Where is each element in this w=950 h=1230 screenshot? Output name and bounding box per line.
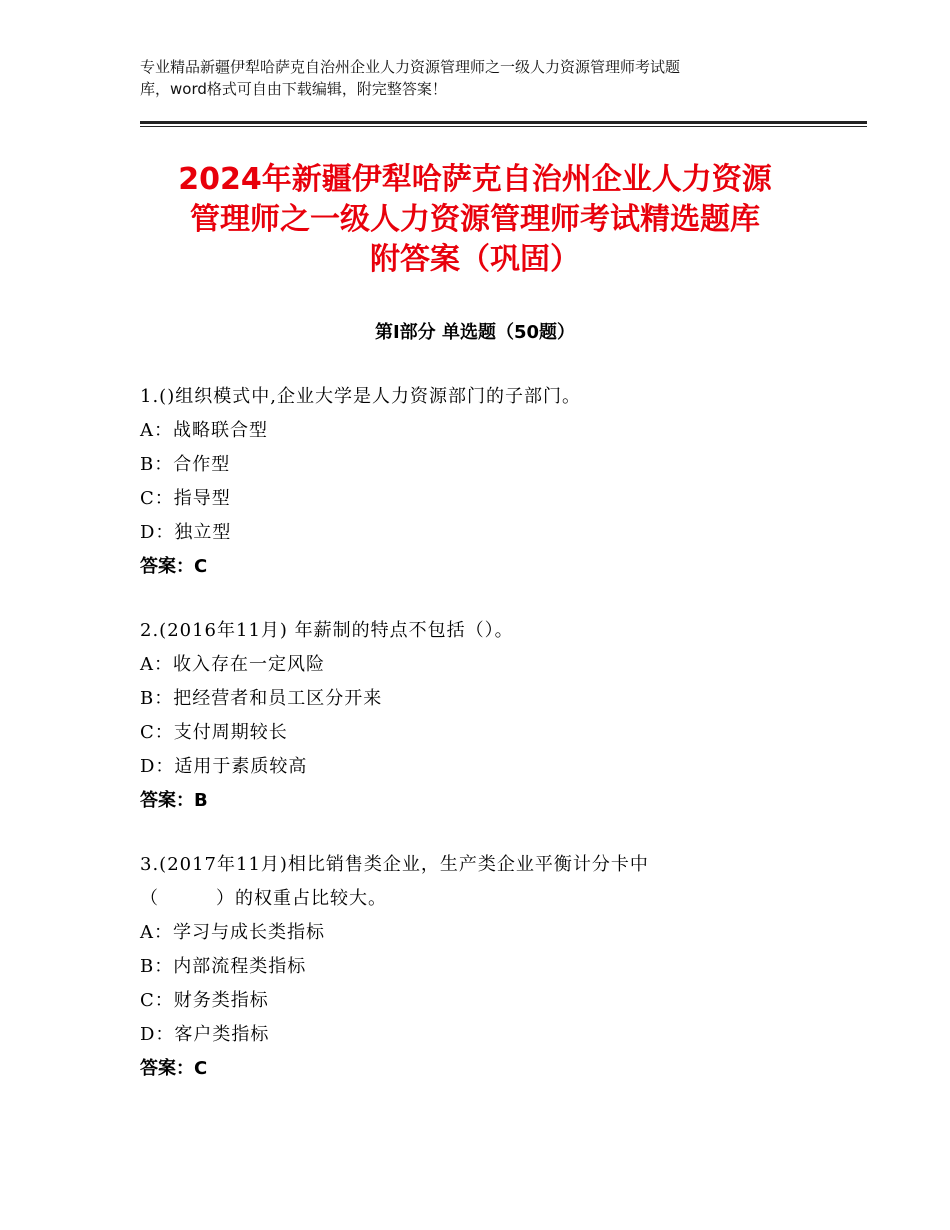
header-note	[140, 56, 830, 100]
question-2	[140, 614, 840, 818]
header-divider-thin	[140, 126, 867, 127]
question-1	[140, 380, 840, 584]
option-a: A：学习与成长类指标	[140, 922, 325, 943]
question-stem: 3.(2017年11月)相比销售类企业，生产类企业平衡计分卡中	[140, 854, 649, 875]
option-d: D：适用于素质较高	[140, 756, 308, 777]
header-note-line-2: 库，word格式可自由下载编辑，附完整答案！	[140, 80, 447, 98]
option-b: B：把经营者和员工区分开来	[140, 688, 383, 709]
question-list	[140, 380, 840, 1116]
option-c: C：指导型	[140, 488, 231, 509]
document-title	[100, 160, 850, 280]
question-3	[140, 848, 840, 1086]
option-a: A：战略联合型	[140, 420, 268, 441]
answer: 答案：B	[140, 790, 208, 811]
header-divider-thick	[140, 121, 867, 124]
question-stem-continued: （ ）的权重占比较大。	[140, 888, 387, 909]
header-note-line-1: 专业精品新疆伊犁哈萨克自治州企业人力资源管理师之一级人力资源管理师考试题	[140, 58, 681, 76]
title-line-3: 附答案（巩固）	[370, 242, 580, 277]
answer: 答案：C	[140, 556, 208, 577]
option-d: D：独立型	[140, 522, 232, 543]
option-d: D：客户类指标	[140, 1024, 270, 1045]
section-title: 第Ⅰ部分 单选题（50题）	[374, 322, 575, 343]
option-c: C：支付周期较长	[140, 722, 288, 743]
title-line-1: 2024年新疆伊犁哈萨克自治州企业人力资源	[178, 162, 772, 197]
question-stem: 2.(2016年11月) 年薪制的特点不包括（）。	[140, 620, 514, 641]
option-b: B：合作型	[140, 454, 231, 475]
option-c: C：财务类指标	[140, 990, 269, 1011]
answer: 答案：C	[140, 1058, 208, 1079]
question-stem: 1.()组织模式中,企业大学是人力资源部门的子部门。	[140, 386, 581, 407]
option-a: A：收入存在一定风险	[140, 654, 325, 675]
title-line-2: 管理师之一级人力资源管理师考试精选题库	[190, 202, 760, 237]
option-b: B：内部流程类指标	[140, 956, 307, 977]
